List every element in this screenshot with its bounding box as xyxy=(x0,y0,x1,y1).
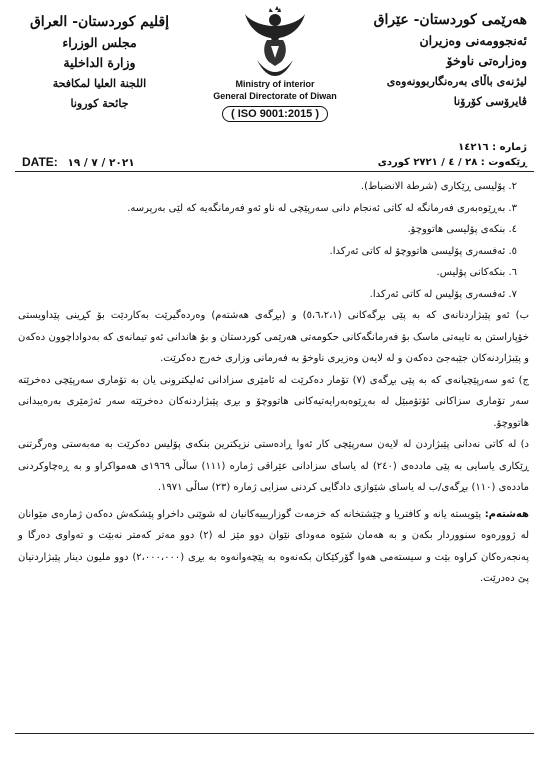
reference-block xyxy=(378,140,527,170)
kurdish-date: ڕێکەوت : ٢٨ / ٤ / ٢٧٢١ کوردی xyxy=(377,157,527,168)
header-kurdish-line: ئەنجوومەنی وەزیران xyxy=(419,32,527,48)
kurdistan-emblem-icon xyxy=(243,6,307,78)
list-item: ٤. بنکەی پۆلیسی هاتووچۆ. xyxy=(407,224,517,235)
paragraph: ب) ئەو پێبژاردنانەی کە بە پێی بڕگەکانی (٥،٦،٢،١) و (بڕگەی هەشتەم) وەردەگیرێت بەکاردێت بۆ کڕینی پێداویستی خۆپاراستن بە تایبەتی ماسک بۆ فەرمانگەکانی حکومەتی هەرێمی کوردستان و بۆ هاندانی ئەو تیمانەی کە بەدواداچوون دەکەن و پێبژاردنەکان جێبەجێ دەکەن و لە لایەن وەزیری ناوخۆ بە فەرمانی وزاری خەرج دەکرێت. xyxy=(18,310,529,364)
header-arabic-line: اللجنة العليا لمكافحة xyxy=(52,76,147,90)
footer-divider xyxy=(15,733,534,734)
note-label: هەشتەم: xyxy=(484,508,529,520)
header-arabic-line: جائحة كورونا xyxy=(70,97,129,110)
paragraph: د) لە کاتی نەدانی پێبژاردن لە لایەن سەرپێچی کار ئەوا ڕادەستی نزیکترین بنکەی پۆلیس دەکرێت بە مەبەستی وەرگرتنی ڕێکاری یاسایی بە پێی ماددەی (٢٤٠) لە یاسای سزادانی عێراقی ژمارە (١١١) ساڵی ١٩٦٩ی هەمواکراو و بە ڕەچاوکردنی ماددەی (١١٠) بڕگەی/ب لە یاسای شێوازی دادگایی کردنی سزایی ژمارە (٢٣) ساڵی ١٩٧١. xyxy=(18,439,530,493)
paragraph: ج) ئەو سەرپێچیانەی کە بە پێی بڕگەی (٧) تۆمار دەکرێت لە ئامێری سزادانی ئەلیکترونی یان بە تۆماری سەرپێچی دەخرێتە سەر تۆماری سزاکانی ئۆتۆمبێل لە بەڕێوەبەرایەتیەکانی هاتووچۆ و بڕی پێبژاردنەکان دەخرێتە سەر ئەژمێری بەرەیبدانی هاتووچۆ. xyxy=(18,374,529,429)
kurdish-header xyxy=(347,10,527,113)
header-english-line: Ministry of interior xyxy=(235,79,315,89)
list-item: ٢. پۆلیسی ڕێکاری (شرطة الانضباط). xyxy=(360,181,517,192)
header-kurdish-line: هەرێمی کوردستان- عێراق xyxy=(373,12,527,28)
date-value: ٢٠٢١ / ٧ / ١٩ xyxy=(67,157,135,169)
reference-number: ژمارە : ١٤٢١٦ xyxy=(458,142,527,153)
header-kurdish-line: وەزارەتی ناوخۆ xyxy=(446,53,527,68)
list-item: ٧. ئەفسەری پۆلیس لە کاتی ئەرکدا. xyxy=(369,288,517,300)
note-paragraph xyxy=(18,504,529,590)
iso-badge: ( ISO 9001:2015 ) xyxy=(222,106,328,122)
list-item: ٣. بەڕێوەبەری فەرمانگە لە کاتی ئەنجام دانی سەرپێچی لە ناو ئەو فەرمانگەیە کە لێی بەرپرسە. xyxy=(127,202,517,214)
header-divider xyxy=(15,171,534,172)
document-body xyxy=(18,176,529,590)
date-line xyxy=(22,155,135,169)
header-english-line: General Directorate of Diwan xyxy=(213,91,337,101)
header-arabic-line: إقليم كوردستان- العراق xyxy=(29,14,170,30)
arabic-header xyxy=(12,12,187,115)
header-kurdish-line: لیژنەی باڵای بەرەنگاربوونەوەی xyxy=(386,74,527,88)
header-arabic-line: وزارة الداخلية xyxy=(63,55,136,70)
emblem-block xyxy=(200,6,350,122)
header-arabic-line: مجلس الوزراء xyxy=(62,34,137,50)
note-text: پێویستە یانە و کافتریا و چێشتخانە کە خزمەت گوزاریییەکانیان لە شوێنی داخراو پێشکەش دەکەن ژمارەی مێوانان لە ژوورەوە سنووردار بکەن و بە هەمان شێوە مەودای نێوان دوو مێز لە (٢) دوو مەتر کەمتر نەبێت و تەواوی دەرگا و پەنجەرەکان کراوە بێت و سیستەمی هەوا گۆرکێکان بکەنەوە بە پێچەوانەوە بە بڕی (٢،٠٠٠،٠٠٠) دوو ملیون دینار پێبژاردنیان پێ دەدرێت. xyxy=(18,508,530,584)
date-label: DATE: xyxy=(22,155,58,169)
list-item: ٥. ئەفسەری پۆلیسی هاتووچۆ لە کاتی ئەرکدا. xyxy=(329,245,517,257)
list-item: ٦. بنکەکانی پۆلیس. xyxy=(436,267,517,278)
header-kurdish-line: ڤایرۆسی کۆرۆنا xyxy=(453,95,527,108)
